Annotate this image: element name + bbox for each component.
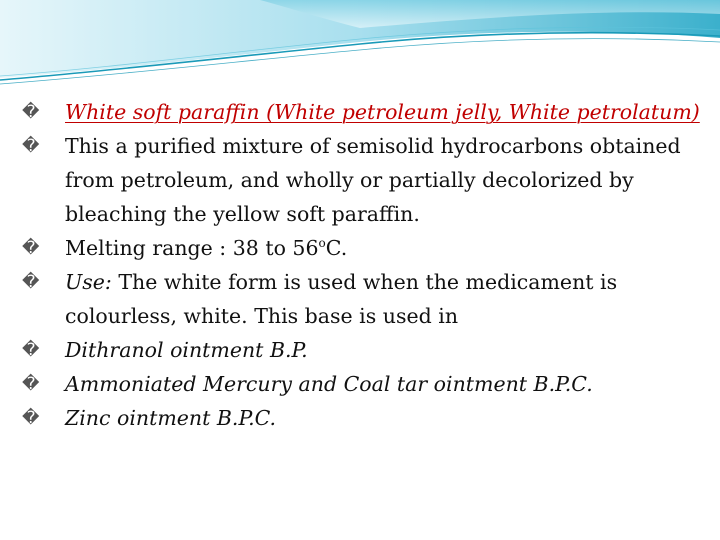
use-label: Use: — [65, 270, 112, 294]
example-item — [22, 367, 702, 401]
header-wave-decoration — [0, 0, 720, 90]
example-text: Dithranol ointment B.P. — [65, 338, 308, 362]
bullet-description — [22, 129, 702, 231]
example-item — [22, 401, 702, 435]
degree-superscript: o — [318, 236, 326, 251]
use-text: The white form is used when the medicament is colourless, white. This base is used in — [65, 270, 618, 328]
bullet-use — [22, 265, 702, 333]
bullet-icon: � — [22, 272, 40, 292]
bullet-heading — [22, 95, 702, 129]
melting-range-text: Melting range : 38 to 56 — [65, 236, 319, 260]
bullet-icon: � — [22, 374, 40, 394]
slide-body — [22, 95, 702, 435]
bullet-icon: � — [22, 102, 40, 122]
example-text: Zinc ointment B.P.C. — [65, 406, 277, 430]
description-text: This a purified mixture of semisolid hydrocarbons obtained from petroleum, and wholly or partially decolorized by bleaching the yellow soft paraffin. — [65, 134, 681, 226]
bullet-icon: � — [22, 340, 40, 360]
bullet-melting-range — [22, 231, 702, 265]
example-text: Ammoniated Mercury and Coal tar ointment B.P.C. — [65, 372, 593, 396]
bullet-icon: � — [22, 408, 40, 428]
bullet-icon: � — [22, 136, 40, 156]
slide-heading: White soft paraffin (White petroleum jelly, White petrolatum) — [65, 100, 700, 124]
example-item — [22, 333, 702, 367]
melting-range-unit: C. — [325, 236, 348, 260]
bullet-icon: � — [22, 238, 40, 258]
